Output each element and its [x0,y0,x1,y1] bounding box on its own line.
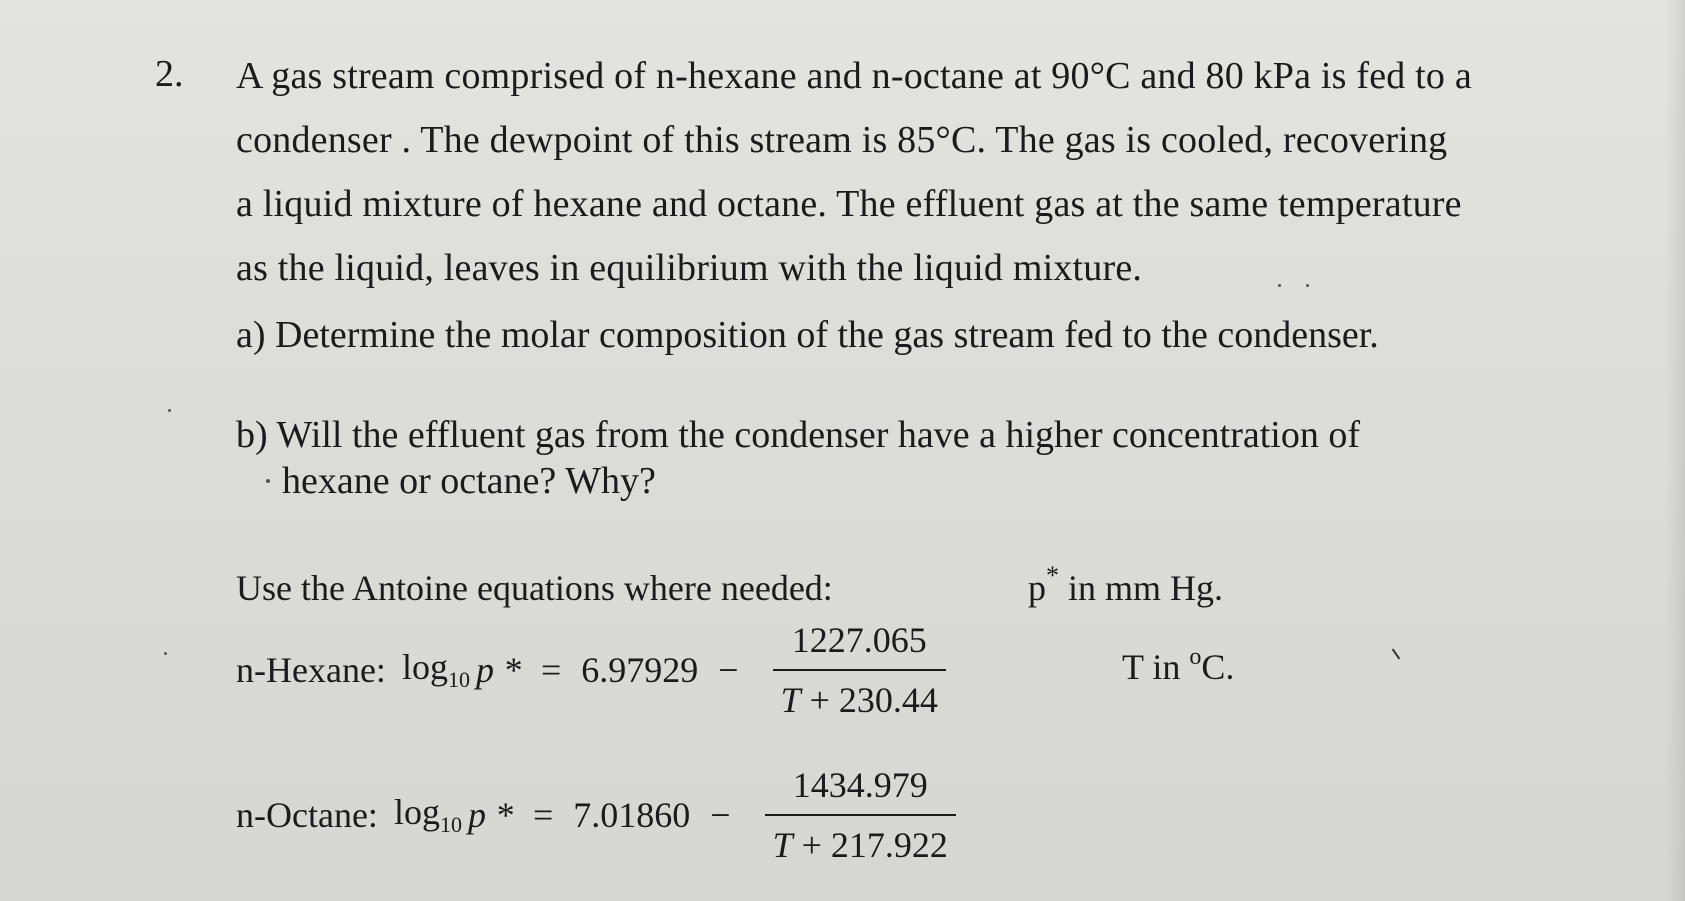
temperature-unit-pre: T in [1122,647,1190,687]
octane-label: n-Octane: [236,795,378,835]
equals-sign: = [540,650,562,690]
statement-line: as the liquid, leaves in equilibrium with the liquid mixture. [236,247,1143,289]
constant-b: 1227.065 [791,620,927,660]
problem-number: 2. [155,53,184,95]
statement-line: condenser . The dewpoint of this stream is 85°C. The gas is cooled, recovering [236,119,1448,161]
constant-b: 1434.979 [792,765,928,805]
log-text: log [393,792,440,833]
temperature-variable: T [780,680,801,720]
constant-a: 6.97929 [581,650,699,690]
paper-speck [1306,284,1309,287]
statement-line: A gas stream comprised of n-hexane and n-octane at 90°C and 80 kPa is fed to a [236,55,1472,97]
paper-speck [266,479,270,483]
constant-a: 7.01860 [573,795,691,835]
pressure-unit-note [1028,561,1224,609]
paper-speck [1278,284,1281,287]
minus-sign: − [718,650,739,690]
temperature-unit-post: C. [1201,647,1235,687]
constant-c: + 230.44 [800,680,938,720]
degree-mark: o [1189,644,1202,670]
paper-speck [168,409,171,412]
equals-sign: = [532,795,554,835]
stray-pen-mark [1392,649,1401,660]
fraction [773,619,946,721]
part-b-line: b) Will the effluent gas from the condenser have a higher concentration of [236,414,1360,456]
pressure-star: * [1046,561,1059,590]
log-function [402,646,470,693]
problem-statement [236,44,1536,300]
log-base: 10 [439,812,462,838]
vapor-pressure-variable: p * [475,650,521,690]
paper-speck [164,652,167,655]
constant-c: + 217.922 [792,825,948,865]
antoine-intro: Use the Antoine equations where needed: [236,568,833,608]
pressure-unit-text: in mm Hg. [1059,568,1224,608]
hexane-label: n-Hexane: [236,650,386,690]
denominator [765,816,956,866]
statement-line: a liquid mixture of hexane and octane. The effluent gas at the same temperature [236,183,1462,225]
fraction [765,764,956,866]
log-text: log [401,647,448,688]
pressure-symbol: p [1028,568,1046,608]
temperature-variable: T [772,825,793,865]
page-edge-shadow [1665,0,1685,901]
minus-sign: − [710,795,731,835]
part-b-question [236,412,1360,504]
log-base: 10 [447,667,470,693]
part-a-question: a) Determine the molar composition of the gas stream fed to the condenser. [236,314,1379,356]
log-function [394,791,462,838]
part-b-line: hexane or octane? Why? [282,460,656,502]
hexane-antoine-equation [236,610,946,730]
temperature-unit-note [1122,646,1234,688]
vapor-pressure-variable: p * [467,795,513,835]
octane-antoine-equation [236,755,956,875]
denominator [773,671,946,721]
